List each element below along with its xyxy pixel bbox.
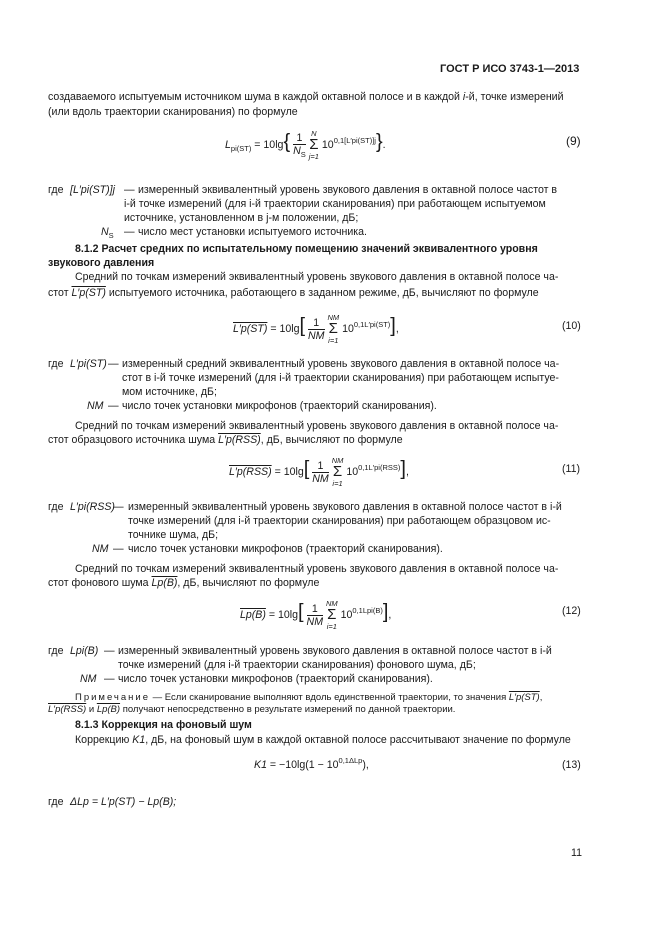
equation-number: (12) — [562, 605, 581, 617]
page-number: 11 — [571, 847, 582, 859]
symbol: [L′pi(ST)]j — [70, 184, 115, 196]
section-title: 8.1.2 Расчет средних по испытательному помещению значений эквивалентного уровня — [75, 243, 538, 255]
document-header: ГОСТ Р ИСО 3743-1—2013 — [440, 63, 580, 75]
symbol: L′pi(RSS) — [70, 501, 115, 513]
paragraph-line: стот фонового шума Lp(B), дБ, вычисляют по формуле — [48, 577, 320, 589]
paragraph-line: Коррекцию K1, дБ, на фоновый шум в каждой октавной полосе рассчитывают значение по формуле — [75, 734, 571, 746]
paragraph-line: создаваемого испытуемым источником шума в каждой октавной полосе и в каждой i-й, точке измерений — [48, 91, 564, 103]
symbol: ΔLp = L′p(ST) − Lp(B); — [70, 796, 177, 808]
paragraph-line: стот L′p(ST) испытуемого источника, работающего в заданном режиме, дБ, вычисляют по формуле — [48, 287, 539, 299]
paragraph-line: стот образцового источника шума L′p(RSS), дБ, вычисляют по формуле — [48, 434, 403, 446]
where-label: где — [48, 184, 64, 196]
equation-number: (13) — [562, 759, 581, 771]
paragraph-line: (или вдоль траектории сканирования) по формуле — [48, 106, 298, 118]
symbol: $N_S$ — [101, 226, 114, 240]
equation-9: $L_{pi(ST)} = 10\lg${ $\frac{1}{N_S}$ N Σ j=1 $10^{0,1[L'pi(ST)]j}$}. — [225, 129, 386, 162]
symbol: NM — [80, 673, 97, 685]
equation-number: (9) — [566, 134, 581, 148]
equation-number: (10) — [562, 320, 581, 332]
equation-number: (11) — [562, 463, 581, 475]
fraction: $\frac{1}{N_S}$ — [293, 132, 306, 160]
symbol: NM — [87, 400, 104, 412]
symbol: L′pi(ST) — [70, 358, 107, 370]
equation-12: Lp(B) = 10lg[ $\frac{1}{NM}$ NM Σ i=1 $10^{0,1Lpi(B)}$], — [240, 599, 392, 632]
equation-11: L′p(RSS) = 10lg[ $\frac{1}{NM}$ NM Σ i=1 $10^{0,1L'pi(RSS)}$], — [229, 456, 409, 489]
note: L′p(RSS) и Lp(B) получают непосредственно в результате измерений по данной траектории. — [48, 704, 456, 715]
note: Примечание — Если сканирование выполняют вдоль единственной траектории, то значения L′p(ST), — [75, 692, 543, 703]
symbol: NM — [92, 543, 109, 555]
section-title: звукового давления — [48, 257, 155, 269]
equation-10: L′p(ST) = 10lg[ $\frac{1}{NM}$ NM Σ i=1 $10^{0,1L'pi(ST)}$], — [233, 313, 399, 346]
symbol: Lpi(B) — [70, 645, 99, 657]
equation-13: $K1 = -10\lg(1 - 10^{0,1\Delta Lp})$, — [254, 756, 369, 771]
section-title: 8.1.3 Коррекция на фоновый шум — [75, 719, 252, 731]
